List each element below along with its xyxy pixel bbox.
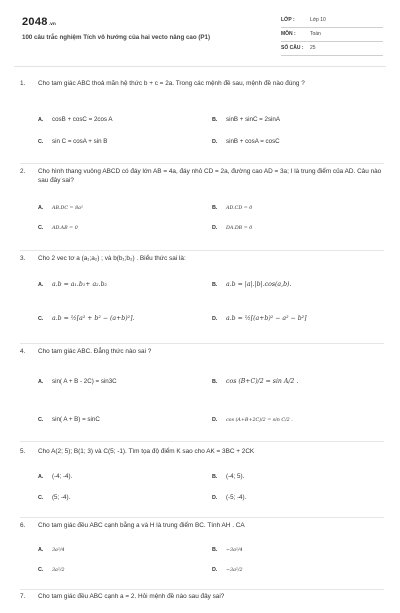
question-2 — [20, 163, 384, 248]
option-a[interactable]: A. (-4; -4). — [38, 473, 73, 480]
option-b[interactable]: B. AD.CD = 0 — [212, 205, 253, 211]
question-5 — [20, 441, 384, 520]
question-number: 7. — [20, 593, 26, 600]
option-a[interactable]: A. 3a²/4 — [38, 547, 65, 553]
question-text: Cho 2 vec tơ a (a₁;a₂) ; và b(b₁;b₂) . Biểu thức sai là: — [38, 255, 186, 262]
question-text: Cho tam giác ABC thoả mãn hệ thức b + c = 2a. Trong các mệnh đề sau, mệnh đề nào đúng ? — [38, 80, 305, 87]
site-logo[interactable]: 2048.vn — [22, 16, 57, 28]
option-d[interactable]: D. a.b = ½[(a+b)² − a² − b²] — [212, 315, 307, 322]
question-text: Cho hình thang vuông ABCD có đáy lớn AB = 4a, đáy nhỏ CD = 2a, đường cao AD = 3a; I là trung điểm của AD. Câu nào sau đây sai? — [38, 168, 382, 184]
option-c[interactable]: C. sin( A + B) = sinC — [38, 416, 100, 423]
document-header — [0, 0, 400, 64]
meta-row-count: SỐ CÂU : 25 — [281, 42, 383, 56]
option-a[interactable]: A. AB.DC = 8a² — [38, 205, 83, 211]
option-c[interactable]: C. AD.AB = 0 — [38, 225, 78, 231]
option-d[interactable]: D. sinB + cosA = cosC — [212, 138, 280, 145]
option-d[interactable]: D. (-5; -4). — [212, 494, 247, 501]
option-c[interactable]: C. sin C = cosA + sin B — [38, 138, 108, 145]
option-d[interactable]: D. cos (A+B+2C)/2 = sin C/2 . — [212, 417, 293, 423]
question-number: 2. — [20, 168, 26, 175]
question-6 — [20, 517, 384, 590]
question-7 — [20, 589, 384, 613]
option-b[interactable]: B. a.b = |a|.|b|.cos(a,b). — [212, 281, 292, 288]
question-3 — [20, 250, 384, 343]
question-1 — [20, 80, 384, 158]
option-a[interactable]: A. sin( A + B - 2C) = sin3C — [38, 378, 117, 385]
question-text: Cho tam giác đều ABC cạnh a = 2. Hỏi mệnh đề nào sau đây sai? — [38, 593, 225, 600]
question-number: 1. — [20, 80, 26, 87]
option-b[interactable]: B. cos (B+C)/2 = sin A/2 . — [212, 378, 299, 385]
question-text: Cho tam giác đều ABC cạnh bằng a và H là trung điểm BC. Tính AH . CA — [38, 522, 245, 529]
option-a[interactable]: A. cosB + cosC = 2cos A — [38, 116, 113, 123]
option-a[interactable]: A. a.b = a₁.b₁+ a₂.b₂ — [38, 281, 108, 288]
meta-row-class: LỚP : Lớp 10 — [281, 14, 383, 28]
option-c[interactable]: C. a.b = ½[a² + b² − (a+b)²]. — [38, 315, 135, 322]
question-number: 3. — [20, 255, 26, 262]
question-number: 6. — [20, 522, 26, 529]
option-b[interactable]: B. −3a²/4 — [212, 547, 243, 553]
question-text: Cho A(2; 5); B(1; 3) và C(5; -1). Tìm tọa độ điểm K sao cho AK = 3BC + 2CK — [38, 448, 255, 455]
option-d[interactable]: D. DA.DB = 0 — [212, 225, 253, 231]
option-b[interactable]: B. sinB + sinC = 2sinA — [212, 116, 280, 123]
option-c[interactable]: C. (5; -4). — [38, 494, 71, 501]
question-number: 5. — [20, 448, 26, 455]
meta-row-subject: MÔN : Toán — [281, 28, 383, 42]
question-4 — [20, 343, 384, 438]
option-c[interactable]: C. 3a²/2 — [38, 567, 65, 573]
option-d[interactable]: D. −3a²/2 — [212, 567, 243, 573]
document-title: 100 câu trắc nghiệm Tích vô hướng của hai vecto nâng cao (P1) — [22, 34, 211, 41]
option-b[interactable]: B. (-4; 5). — [212, 473, 245, 480]
document-meta — [281, 14, 383, 56]
header-divider — [14, 66, 386, 67]
question-number: 4. — [20, 348, 26, 355]
question-text: Cho tam giác ABC. Đẳng thức nào sai ? — [38, 348, 152, 355]
